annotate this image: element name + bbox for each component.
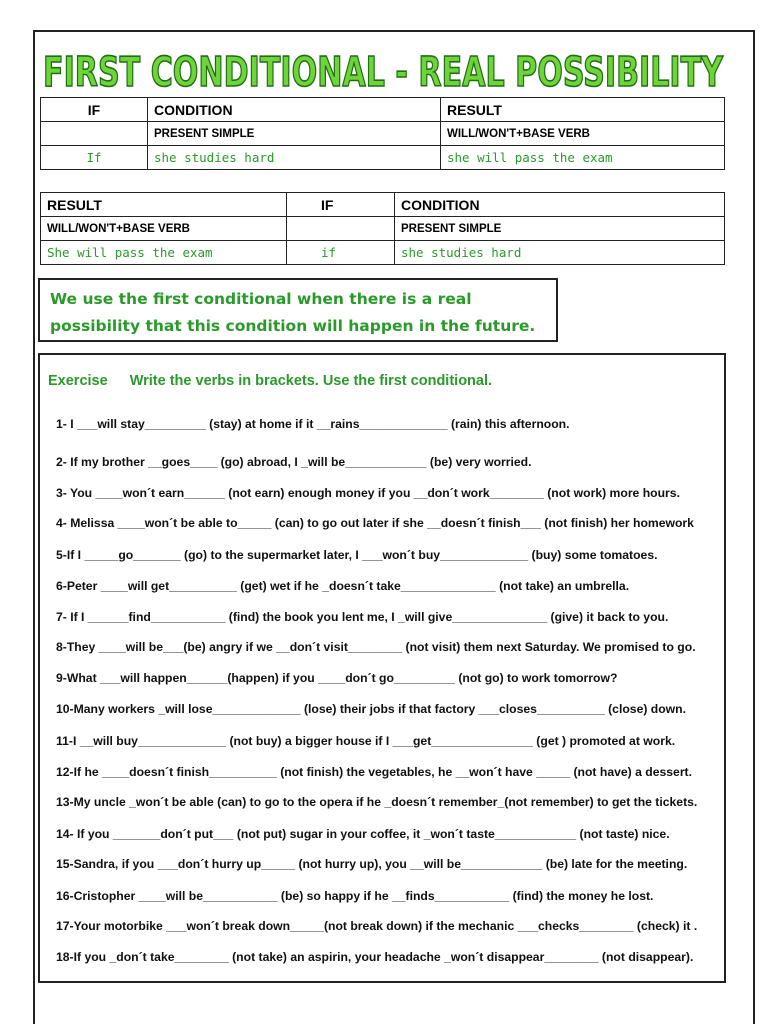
exercise-item: 14- If you _______don´t put___ (not put) sugar in your coffee, it _won´t taste____________ (not taste) nice. <box>56 827 670 841</box>
exercise-heading <box>48 373 492 389</box>
exercise-item: 13-My uncle _won´t be able (can) to go to the opera if he _doesn´t remember_(not remember) to get the tickets. <box>56 795 698 809</box>
table-cell-example: she studies hard <box>148 146 441 170</box>
table-row <box>41 122 725 146</box>
exercise-item: 7- If I ______find___________ (find) the book you lent me, I _will give______________ (give) it back to you. <box>56 610 669 624</box>
table-cell: WILL/WON'T+BASE VERB <box>41 217 287 241</box>
table-cell-example: she will pass the exam <box>441 146 725 170</box>
table-cell <box>287 217 395 241</box>
table-cell-example: she studies hard <box>395 241 725 265</box>
table-row <box>41 98 725 122</box>
exercise-item: 3- You ____won´t earn______ (not earn) enough money if you __don´t work________ (not work) more hours. <box>56 486 680 500</box>
usage-note-line: possibility that this condition will happen in the future. <box>50 317 536 335</box>
table-header-cell: IF <box>287 193 395 217</box>
exercise-item: 2- If my brother __goes____ (go) abroad, I _will be____________ (be) very worried. <box>56 455 532 469</box>
page-title <box>38 36 728 96</box>
exercise-item: 5-If I _____go_______ (go) to the supermarket later, I ___won´t buy_____________ (buy) some tomatoes. <box>56 548 658 562</box>
exercise-box <box>38 353 726 983</box>
table-cell: WILL/WON'T+BASE VERB <box>441 122 725 146</box>
exercise-item: 18-If you _don´t take________ (not take) an aspirin, your headache _won´t disappear________ (not disappear). <box>56 950 694 964</box>
structure-table-if-first <box>40 97 725 170</box>
exercise-item: 16-Cristopher ____will be___________ (be) so happy if he __finds___________ (find) the money he lost. <box>56 889 654 903</box>
table-row <box>41 193 725 217</box>
table-header-cell: RESULT <box>441 98 725 122</box>
exercise-item: 4- Melissa ____won´t be able to_____ (can) to go out later if she __doesn´t finish___ (not finish) her homework <box>56 516 694 530</box>
exercise-item: 10-Many workers _will lose_____________ (lose) their jobs if that factory ___closes__________ (close) down. <box>56 702 686 716</box>
table-cell <box>41 122 148 146</box>
table-cell: PRESENT SIMPLE <box>148 122 441 146</box>
page-border-left <box>33 30 35 1024</box>
table-cell-example: She will pass the exam <box>41 241 287 265</box>
exercise-item: 15-Sandra, if you ___don´t hurry up_____ (not hurry up), you __will be____________ (be) late for the meeting. <box>56 857 688 871</box>
page-border-top <box>33 30 755 32</box>
table-row <box>41 217 725 241</box>
table-cell: PRESENT SIMPLE <box>395 217 725 241</box>
exercise-instruction: Write the verbs in brackets. Use the first conditional. <box>129 373 493 389</box>
table-row <box>41 241 725 265</box>
title-text: FIRST CONDITIONAL - REAL POSSIBILITY <box>43 48 724 96</box>
table-header-cell: RESULT <box>41 193 287 217</box>
table-row <box>41 146 725 170</box>
table-header-cell: CONDITION <box>148 98 441 122</box>
exercise-item: 8-They ____will be___(be) angry if we __don´t visit________ (not visit) them next Saturday. We promised to go. <box>56 640 696 654</box>
structure-table-result-first <box>40 192 725 265</box>
table-cell-example: if <box>287 241 395 265</box>
exercise-item: 9-What ___will happen______(happen) if you ____don´t go_________ (not go) to work tomorrow? <box>56 671 618 685</box>
exercise-item: 11-I __will buy_____________ (not buy) a bigger house if I ___get_______________ (get ) promoted at work. <box>56 734 676 748</box>
table-header-cell: CONDITION <box>395 193 725 217</box>
exercise-item: 1- I ___will stay_________ (stay) at home if it __rains_____________ (rain) this afternoon. <box>56 417 570 431</box>
exercise-label: Exercise <box>48 373 108 389</box>
table-header-cell: IF <box>41 98 148 122</box>
usage-note-box <box>38 278 558 342</box>
usage-note-line: We use the first conditional when there is a real <box>50 290 472 308</box>
table-cell-example: If <box>41 146 148 170</box>
exercise-item: 12-If he ____doesn´t finish__________ (not finish) the vegetables, he __won´t have _____ (not have) a dessert. <box>56 765 693 779</box>
exercise-item: 17-Your motorbike ___won´t break down_____(not break down) if the mechanic ___checks________ (check) it . <box>56 919 698 933</box>
exercise-item: 6-Peter ____will get__________ (get) wet if he _doesn´t take______________ (not take) an umbrella. <box>56 579 630 593</box>
page-border-right <box>753 30 755 1024</box>
